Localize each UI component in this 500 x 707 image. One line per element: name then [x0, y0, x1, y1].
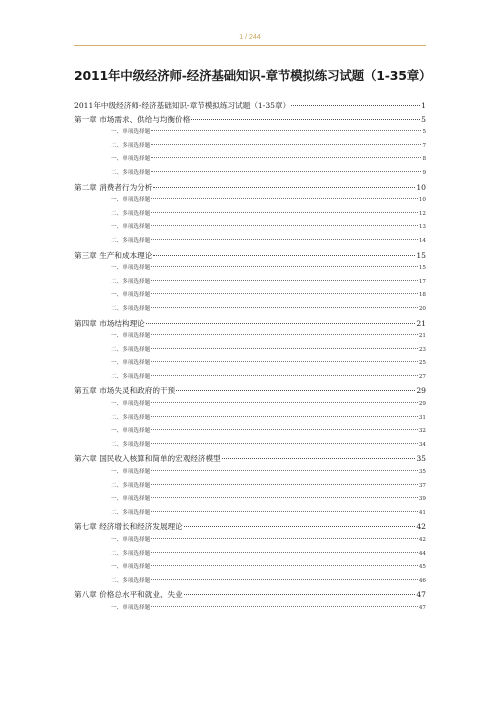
- toc-entry-label: 二、多项选择题: [111, 210, 151, 217]
- table-of-contents: [74, 100, 426, 617]
- toc-entry-label: 第二章 消费者行为分析: [74, 182, 153, 192]
- toc-leader-dots: [151, 225, 418, 226]
- toc-leader-dots: [184, 526, 416, 527]
- toc-entry-label: 二、多项选择题: [111, 305, 151, 312]
- toc-leader-dots: [151, 579, 418, 580]
- toc-section-entry[interactable]: [74, 576, 426, 590]
- toc-section-entry[interactable]: [74, 331, 426, 345]
- toc-leader-dots: [151, 497, 418, 498]
- toc-leader-dots: [151, 361, 418, 362]
- toc-entry-label: 二、多项选择题: [111, 550, 151, 557]
- toc-entry-label: 第四章 市场结构理论: [74, 318, 145, 328]
- toc-entry-page: 5: [422, 129, 426, 136]
- toc-entry-label: 一、单项选择题: [111, 360, 151, 367]
- toc-entry-label: 第六章 国民收入核算和简单的宏观经济模型: [74, 454, 221, 464]
- toc-entry-label: 二、多项选择题: [111, 278, 151, 285]
- toc-entry-page: 12: [418, 210, 426, 217]
- toc-leader-dots: [151, 348, 418, 349]
- toc-entry-label: 一、单项选择题: [111, 292, 151, 299]
- toc-section-entry[interactable]: [74, 222, 426, 236]
- toc-entry-label: 一、单项选择题: [111, 428, 151, 435]
- toc-entry-page: 13: [418, 224, 426, 231]
- toc-section-entry[interactable]: [74, 277, 426, 291]
- toc-section-entry[interactable]: [74, 236, 426, 250]
- toc-leader-dots: [151, 606, 418, 607]
- toc-leader-dots: [222, 458, 416, 459]
- toc-entry-label: 一、单项选择题: [111, 224, 151, 231]
- toc-entry-label: 一、单项选择题: [111, 496, 151, 503]
- toc-section-entry[interactable]: [74, 508, 426, 522]
- toc-leader-dots: [151, 171, 421, 172]
- toc-entry-page: 7: [422, 142, 426, 149]
- toc-section-entry[interactable]: [74, 467, 426, 481]
- toc-leader-dots: [184, 594, 416, 595]
- toc-leader-dots: [151, 470, 418, 471]
- toc-entry-label: 一、单项选择题: [111, 537, 151, 543]
- toc-entry-page: 47: [418, 604, 426, 611]
- toc-leader-dots: [151, 293, 418, 294]
- toc-entry-label: 二、多项选择题: [111, 441, 151, 448]
- toc-leader-dots: [151, 212, 418, 213]
- toc-entry-label: 二、多项选择题: [111, 509, 151, 516]
- toc-entry-label: 一、单项选择题: [111, 564, 151, 571]
- toc-chapter-entry[interactable]: [74, 385, 426, 399]
- toc-leader-dots: [151, 484, 418, 485]
- toc-leader-dots: [151, 157, 421, 158]
- toc-entry-label: 一、单项选择题: [111, 604, 151, 611]
- toc-entry-label: 一、单项选择题: [111, 401, 151, 408]
- toc-section-entry[interactable]: [74, 440, 426, 454]
- toc-entry-page: 17: [418, 278, 426, 285]
- toc-leader-dots: [291, 105, 420, 106]
- toc-section-entry[interactable]: [74, 290, 426, 304]
- toc-section-entry[interactable]: [74, 154, 426, 168]
- toc-leader-dots: [151, 375, 418, 376]
- toc-entry-page: 45: [418, 564, 426, 571]
- toc-leader-dots: [176, 390, 415, 391]
- toc-entry-page: 47: [416, 590, 426, 600]
- toc-entry-page: 34: [418, 441, 426, 448]
- toc-entry-label: 二、多项选择题: [111, 373, 151, 380]
- header-rule: [74, 45, 426, 46]
- page-indicator: 1 / 244: [239, 34, 261, 41]
- toc-chapter-entry[interactable]: [74, 318, 426, 332]
- toc-entry-page: 14: [418, 237, 426, 244]
- toc-leader-dots: [151, 144, 421, 145]
- toc-entry-page: 15: [418, 265, 426, 272]
- toc-entry-label: 第一章 市场需求、供给与均衡价格: [74, 114, 191, 124]
- toc-entry-page: 1: [421, 101, 426, 110]
- toc-entry-page: 42: [416, 522, 426, 532]
- toc-section-entry[interactable]: [74, 141, 426, 155]
- toc-entry-label: 第五章 市场失灵和政府的干预: [74, 386, 176, 396]
- toc-entry-label: 一、单项选择题: [111, 197, 151, 204]
- toc-section-entry[interactable]: [74, 195, 426, 209]
- toc-entry-label: 二、多项选择题: [111, 142, 151, 149]
- toc-entry-label: 二、多项选择题: [111, 237, 151, 244]
- toc-entry-page: 44: [418, 550, 426, 557]
- toc-leader-dots: [151, 511, 418, 512]
- toc-entry-page: 10: [416, 182, 426, 192]
- toc-entry-label: 一、单项选择题: [111, 156, 151, 163]
- toc-chapter-entry[interactable]: [74, 589, 426, 603]
- toc-entry-page: 21: [416, 318, 426, 328]
- toc-entry-page: 27: [418, 373, 426, 380]
- toc-chapter-entry[interactable]: [74, 453, 426, 467]
- toc-leader-dots: [151, 402, 418, 403]
- toc-entry-page: 41: [418, 509, 426, 516]
- toc-section-entry[interactable]: [74, 549, 426, 563]
- toc-section-entry[interactable]: [74, 127, 426, 141]
- toc-leader-dots: [153, 187, 415, 188]
- toc-entry-label: 一、单项选择题: [111, 469, 151, 476]
- toc-leader-dots: [151, 307, 418, 308]
- toc-leader-dots: [146, 323, 416, 324]
- toc-entry-label: 第三章 生产和成本理论: [74, 250, 153, 260]
- toc-entry-page: 32: [418, 428, 426, 435]
- toc-entry-page: 25: [418, 360, 426, 367]
- toc-entry-page: 42: [418, 537, 426, 543]
- toc-entry-page: 46: [418, 577, 426, 584]
- toc-entry-label: 一、单项选择题: [111, 129, 151, 136]
- toc-section-entry[interactable]: [74, 399, 426, 413]
- toc-section-entry[interactable]: [74, 603, 426, 617]
- toc-chapter-entry[interactable]: [74, 114, 426, 128]
- toc-section-entry[interactable]: [74, 426, 426, 440]
- toc-leader-dots: [151, 538, 418, 539]
- toc-chapter-entry[interactable]: [74, 521, 426, 535]
- toc-entry-label: 二、多项选择题: [111, 414, 151, 421]
- toc-entry-page: 29: [418, 401, 426, 408]
- toc-entry-label: 2011年中级经济师-经济基础知识-章节模拟练习试题（1-35章）: [74, 101, 291, 110]
- toc-entry-page: 8: [422, 156, 426, 163]
- toc-section-entry[interactable]: [74, 562, 426, 576]
- toc-section-entry[interactable]: [74, 345, 426, 359]
- toc-section-entry[interactable]: [74, 209, 426, 223]
- toc-entry-page: 5: [421, 114, 426, 124]
- toc-entry-label: 二、多项选择题: [111, 169, 151, 176]
- toc-section-entry[interactable]: [74, 372, 426, 386]
- toc-entry-label: 二、多项选择题: [111, 577, 151, 584]
- toc-chapter-entry[interactable]: [74, 100, 426, 114]
- toc-entry-page: 37: [418, 482, 426, 489]
- toc-section-entry[interactable]: [74, 263, 426, 277]
- toc-section-entry[interactable]: [74, 413, 426, 427]
- toc-leader-dots: [151, 416, 418, 417]
- toc-leader-dots: [151, 280, 418, 281]
- toc-entry-label: 第八章 价格总水平和就业、失业: [74, 590, 183, 600]
- toc-entry-label: 第七章 经济增长和经济发展理论: [74, 522, 183, 532]
- toc-entry-page: 18: [418, 292, 426, 299]
- document-title: 2011年中级经济师-经济基础知识-章节模拟练习试题（1-35章）: [74, 68, 432, 83]
- toc-section-entry[interactable]: [74, 494, 426, 508]
- toc-leader-dots: [151, 565, 418, 566]
- toc-entry-label: 一、单项选择题: [111, 265, 151, 272]
- toc-entry-page: 39: [418, 496, 426, 503]
- toc-section-entry[interactable]: [74, 168, 426, 182]
- toc-entry-page: 20: [418, 305, 426, 312]
- toc-entry-page: 10: [418, 197, 426, 204]
- toc-leader-dots: [151, 552, 418, 553]
- toc-leader-dots: [151, 239, 418, 240]
- toc-leader-dots: [153, 255, 415, 256]
- toc-leader-dots: [151, 266, 418, 267]
- toc-section-entry[interactable]: [74, 358, 426, 372]
- toc-section-entry[interactable]: [74, 535, 426, 549]
- toc-entry-label: 二、多项选择题: [111, 482, 151, 489]
- toc-entry-page: 9: [422, 169, 426, 176]
- toc-leader-dots: [151, 130, 421, 131]
- toc-entry-page: 35: [416, 454, 426, 464]
- toc-entry-page: 23: [418, 346, 426, 353]
- toc-chapter-entry[interactable]: [74, 250, 426, 264]
- toc-section-entry[interactable]: [74, 304, 426, 318]
- toc-entry-page: 35: [418, 469, 426, 476]
- toc-leader-dots: [151, 198, 418, 199]
- toc-leader-dots: [151, 334, 418, 335]
- toc-entry-label: 二、多项选择题: [111, 346, 151, 353]
- toc-entry-page: 29: [416, 386, 426, 396]
- toc-chapter-entry[interactable]: [74, 182, 426, 196]
- toc-leader-dots: [191, 119, 420, 120]
- toc-entry-page: 21: [418, 333, 426, 340]
- toc-leader-dots: [151, 429, 418, 430]
- toc-leader-dots: [151, 443, 418, 444]
- toc-entry-page: 15: [416, 250, 426, 260]
- toc-entry-label: 一、单项选择题: [111, 333, 151, 340]
- toc-section-entry[interactable]: [74, 481, 426, 495]
- toc-entry-page: 31: [418, 414, 426, 421]
